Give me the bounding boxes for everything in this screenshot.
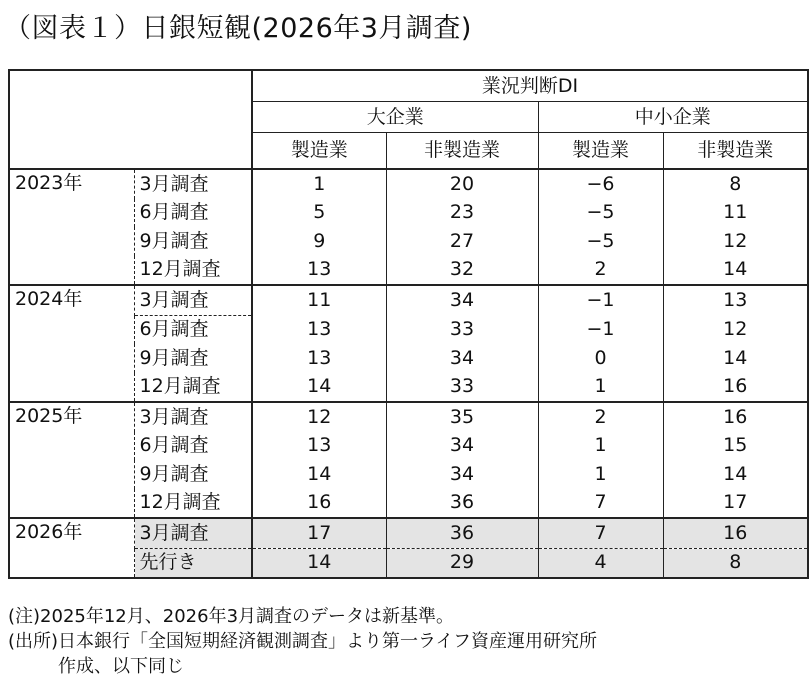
di-value: 17 xyxy=(252,518,386,548)
di-value: 15 xyxy=(663,432,808,461)
di-value: 1 xyxy=(252,169,386,199)
di-value: 35 xyxy=(386,402,538,432)
di-value: 33 xyxy=(386,315,538,344)
table-row xyxy=(9,518,808,548)
di-value: 7 xyxy=(538,518,663,548)
di-value: 4 xyxy=(538,548,663,578)
year-label: 2026年 xyxy=(9,518,134,578)
table-body xyxy=(9,169,808,578)
di-value: 34 xyxy=(386,460,538,489)
tankan-table xyxy=(8,69,809,579)
di-value: 14 xyxy=(252,460,386,489)
header-corner xyxy=(9,70,252,169)
di-value: 1 xyxy=(538,460,663,489)
di-value: 13 xyxy=(252,432,386,461)
figure-title: （図表１）日銀短観(2026年3月調査) xyxy=(4,13,472,44)
di-value: 32 xyxy=(386,256,538,286)
period-label: 12月調査 xyxy=(134,373,252,403)
di-value: −5 xyxy=(538,199,663,228)
di-value: 16 xyxy=(663,402,808,432)
period-label: 先行き xyxy=(134,548,252,578)
header-large-mfg: 製造業 xyxy=(252,133,386,170)
di-value: 5 xyxy=(252,199,386,228)
period-label: 3月調査 xyxy=(134,402,252,432)
di-value: 11 xyxy=(252,285,386,315)
di-value: 27 xyxy=(386,227,538,256)
note-source: (出所)日本銀行「全国短期経済観測調査」より第一ライフ資産運用研究所 xyxy=(8,631,597,652)
di-value: 33 xyxy=(386,373,538,403)
di-value: −6 xyxy=(538,169,663,199)
di-value: 2 xyxy=(538,402,663,432)
di-value: 20 xyxy=(386,169,538,199)
di-value: 13 xyxy=(252,315,386,344)
di-value: 14 xyxy=(252,373,386,403)
di-value: 16 xyxy=(663,518,808,548)
di-value: 13 xyxy=(252,256,386,286)
di-value: 29 xyxy=(386,548,538,578)
period-label: 9月調査 xyxy=(134,344,252,373)
period-label: 9月調査 xyxy=(134,227,252,256)
di-value: 14 xyxy=(663,344,808,373)
di-value: 2 xyxy=(538,256,663,286)
period-label: 12月調査 xyxy=(134,489,252,519)
header-sme-mfg: 製造業 xyxy=(538,133,663,170)
di-value: 14 xyxy=(252,548,386,578)
header-large-nonmfg: 非製造業 xyxy=(386,133,538,170)
di-value: 9 xyxy=(252,227,386,256)
period-label: 9月調査 xyxy=(134,460,252,489)
di-value: 34 xyxy=(386,432,538,461)
header-di-label: 業況判断DI xyxy=(252,70,808,102)
di-value: 16 xyxy=(252,489,386,519)
period-label: 6月調査 xyxy=(134,432,252,461)
note-source-cont: 作成、以下同じ xyxy=(58,656,184,677)
header-large-enterprises: 大企業 xyxy=(252,102,538,133)
di-value: 12 xyxy=(663,227,808,256)
di-value: 34 xyxy=(386,344,538,373)
header-sme: 中小企業 xyxy=(538,102,808,133)
period-label: 3月調査 xyxy=(134,285,252,315)
year-label: 2024年 xyxy=(9,285,134,402)
period-label: 6月調査 xyxy=(134,199,252,228)
table-row xyxy=(9,285,808,315)
di-value: 23 xyxy=(386,199,538,228)
di-value: 12 xyxy=(252,402,386,432)
di-value: 14 xyxy=(663,256,808,286)
di-value: 0 xyxy=(538,344,663,373)
di-value: 36 xyxy=(386,489,538,519)
notes xyxy=(8,604,597,679)
di-value: 34 xyxy=(386,285,538,315)
di-value: 7 xyxy=(538,489,663,519)
di-value: 13 xyxy=(663,285,808,315)
di-value: 1 xyxy=(538,373,663,403)
di-value: −1 xyxy=(538,285,663,315)
di-value: 1 xyxy=(538,432,663,461)
di-value: 17 xyxy=(663,489,808,519)
di-value: 8 xyxy=(663,548,808,578)
year-label: 2023年 xyxy=(9,169,134,285)
period-label: 12月調査 xyxy=(134,256,252,286)
note-new-basis: (注)2025年12月、2026年3月調査のデータは新基準。 xyxy=(8,606,455,627)
table-row xyxy=(9,169,808,199)
header-sme-nonmfg: 非製造業 xyxy=(663,133,808,170)
di-value: 14 xyxy=(663,460,808,489)
di-value: 8 xyxy=(663,169,808,199)
period-label: 3月調査 xyxy=(134,169,252,199)
table-row xyxy=(9,402,808,432)
di-value: 12 xyxy=(663,315,808,344)
year-label: 2025年 xyxy=(9,402,134,518)
di-value: 36 xyxy=(386,518,538,548)
table-header xyxy=(9,70,808,169)
di-value: 16 xyxy=(663,373,808,403)
di-value: −5 xyxy=(538,227,663,256)
di-value: 13 xyxy=(252,344,386,373)
di-value: −1 xyxy=(538,315,663,344)
di-value: 11 xyxy=(663,199,808,228)
period-label: 6月調査 xyxy=(134,315,252,344)
period-label: 3月調査 xyxy=(134,518,252,548)
